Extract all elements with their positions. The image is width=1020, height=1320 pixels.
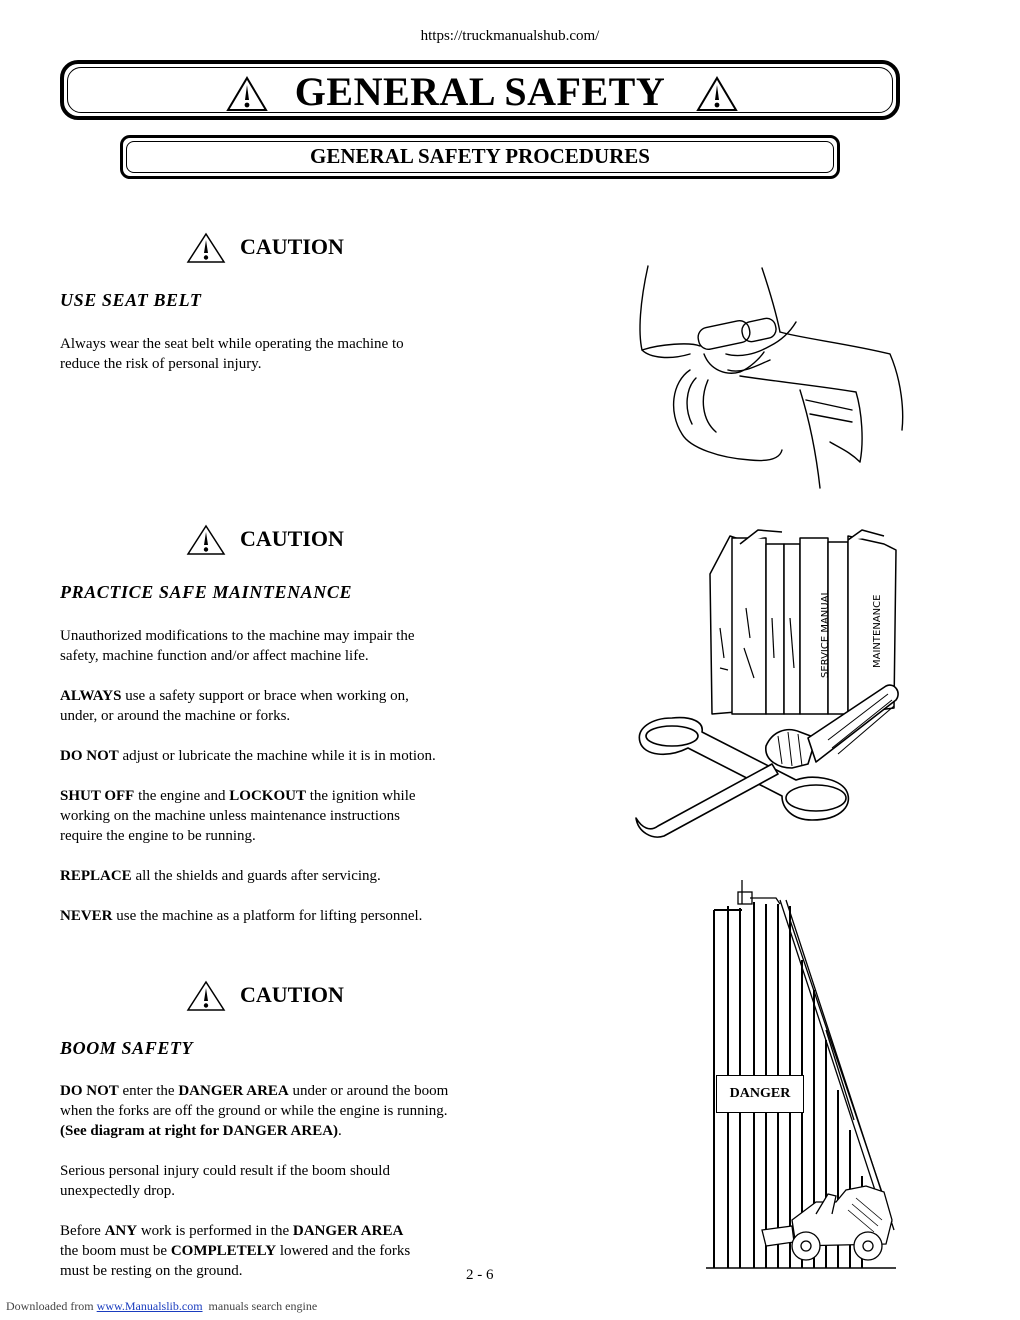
body-line: must be resting on the ground. — [60, 1263, 243, 1279]
manual-spine-label: SERVICE MANUAL — [820, 589, 831, 678]
body-line: reduce the risk of personal injury. — [60, 356, 262, 372]
body-line: (See diagram at right for DANGER AREA). — [60, 1123, 342, 1139]
body-line: require the engine to be running. — [60, 828, 256, 844]
body-line: Unauthorized modifications to the machine may impair the — [60, 628, 415, 644]
caution-header — [186, 524, 344, 556]
warning-triangle-icon — [696, 76, 738, 112]
caution-label: CAUTION — [240, 526, 344, 551]
body-line: when the forks are off the ground or while the engine is running. — [60, 1103, 448, 1119]
page-number: 2 - 6 — [466, 1267, 494, 1283]
warning-triangle-icon — [186, 524, 226, 556]
subtitle-banner — [120, 135, 840, 179]
section-body — [60, 334, 510, 374]
title-banner — [60, 60, 900, 120]
caution-header — [186, 980, 344, 1012]
caution-label: CAUTION — [240, 234, 344, 259]
manuals-and-tools-illustration — [632, 528, 902, 838]
section-heading: BOOM SAFETY — [60, 1038, 194, 1058]
source-url: https://truckmanualshub.com/ — [420, 28, 600, 44]
footer-attribution: Downloaded from www.Manualslib.com manuals search engine — [6, 1299, 318, 1313]
caution-label: CAUTION — [240, 982, 344, 1007]
body-line: unexpectedly drop. — [60, 1183, 175, 1199]
section-heading: PRACTICE SAFE MAINTENANCE — [60, 582, 353, 602]
body-line: working on the machine unless maintenance instructions — [60, 808, 400, 824]
body-line: under, or around the machine or forks. — [60, 708, 291, 724]
warning-triangle-icon — [186, 232, 226, 264]
body-line: the boom must be COMPLETELY lowered and the forks — [60, 1243, 411, 1259]
body-line: REPLACE all the shields and guards after servicing. — [60, 868, 381, 884]
manualslib-link[interactable]: www.Manualslib.com — [96, 1299, 203, 1313]
body-line: SHUT OFF the engine and LOCKOUT the ignition while — [60, 788, 416, 804]
body-line: safety, machine function and/or affect machine life. — [60, 648, 369, 664]
section-body — [60, 1081, 500, 1281]
body-line: Before ANY work is performed in the DANGER AREA — [60, 1223, 404, 1239]
body-line: ALWAYS use a safety support or brace when working on, — [60, 688, 409, 704]
section-heading: USE SEAT BELT — [60, 290, 202, 310]
caution-header — [186, 232, 344, 264]
warning-triangle-icon — [186, 980, 226, 1012]
body-line: NEVER use the machine as a platform for lifting personnel. — [60, 908, 423, 924]
section-subtitle: GENERAL SAFETY PROCEDURES — [310, 144, 650, 168]
body-line: DO NOT adjust or lubricate the machine while it is in motion. — [60, 748, 436, 764]
manual-spine-label: MAINTENANCE — [872, 594, 883, 668]
body-line: DO NOT enter the DANGER AREA under or around the boom — [60, 1083, 449, 1099]
seat-belt-illustration — [630, 262, 910, 490]
body-line: Always wear the seat belt while operating the machine to — [60, 336, 404, 352]
danger-area-label: DANGER — [716, 1075, 804, 1113]
body-line: Serious personal injury could result if the boom should — [60, 1163, 390, 1179]
section-body — [60, 626, 510, 926]
page-title: GENERAL SAFETY — [294, 69, 666, 114]
